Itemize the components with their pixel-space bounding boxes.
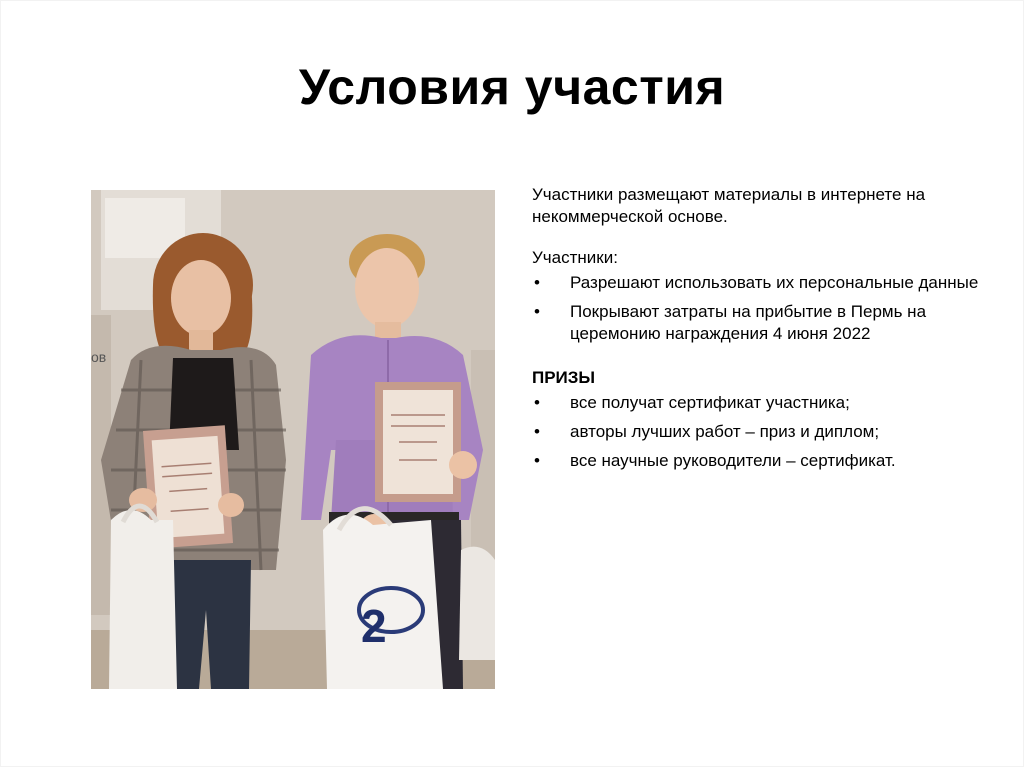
award-photo bbox=[91, 190, 495, 689]
list-item-text: все получат сертификат участника; bbox=[570, 393, 850, 412]
list-item-text: все научные руководители – сертификат. bbox=[570, 451, 896, 470]
prizes-heading: ПРИЗЫ bbox=[532, 368, 596, 387]
list-item-text: Разрешают использовать их персональные данные bbox=[570, 273, 979, 292]
list-item bbox=[532, 301, 992, 345]
bullet-marker: • bbox=[534, 302, 540, 321]
list-item bbox=[532, 272, 992, 294]
bullet-marker: • bbox=[534, 451, 540, 470]
list-item bbox=[532, 450, 992, 472]
list-item-text: Покрывают затраты на прибытие в Пермь на церемонию награждения 4 июня 2022 bbox=[570, 302, 927, 343]
conditions-text bbox=[532, 184, 992, 494]
bag-logo-text: 2 bbox=[361, 600, 387, 652]
prizes-list bbox=[532, 392, 992, 472]
bullet-marker: • bbox=[534, 422, 540, 441]
intro-paragraph: Участники размещают материалы в интернете на некоммерческой основе. bbox=[532, 185, 926, 226]
participants-heading: Участники: bbox=[532, 248, 618, 267]
list-item bbox=[532, 421, 992, 443]
participants-list bbox=[532, 272, 992, 345]
bullet-marker: • bbox=[534, 273, 540, 292]
list-item-text: авторы лучших работ – приз и диплом; bbox=[570, 422, 880, 441]
slide-title: Условия участия bbox=[298, 59, 726, 115]
bullet-marker: • bbox=[534, 393, 540, 412]
wall-text: ов bbox=[91, 349, 107, 365]
list-item bbox=[532, 392, 992, 414]
